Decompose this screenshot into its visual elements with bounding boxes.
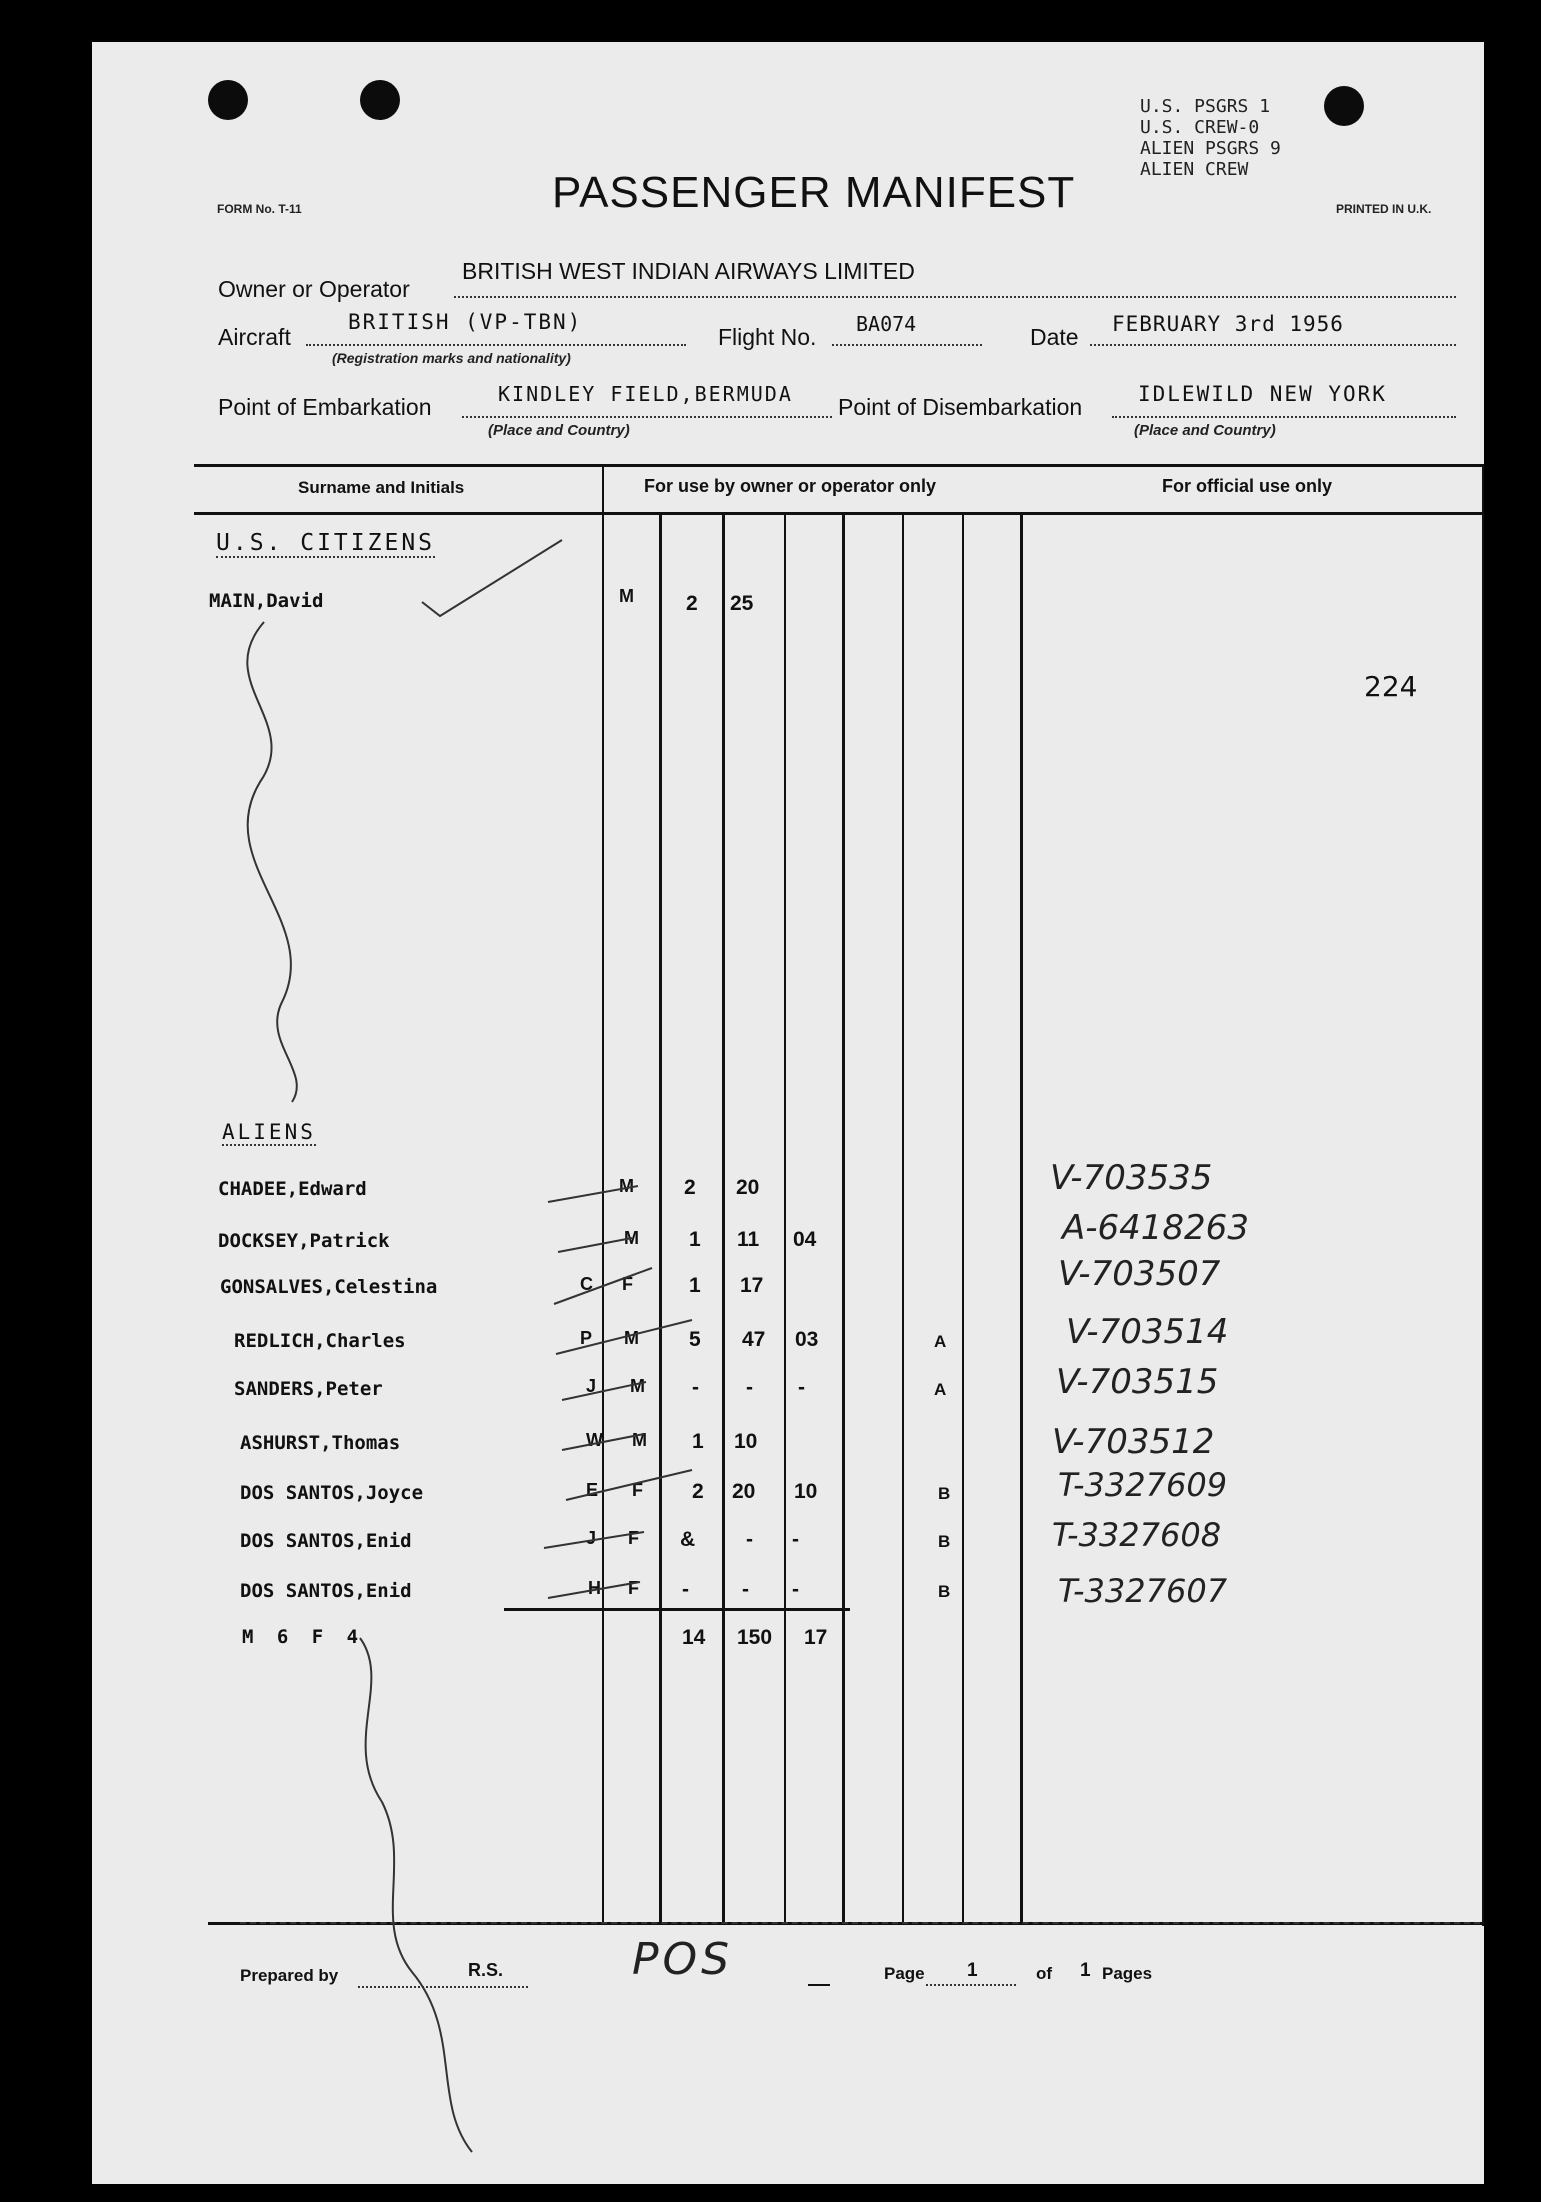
totals-cell: 150 (737, 1626, 773, 1649)
count-cell: & (680, 1528, 696, 1551)
totals-cell: 17 (804, 1626, 828, 1649)
official-entry: T-3327607 (1058, 1572, 1228, 1610)
sex-cell: F (622, 1274, 633, 1294)
count-cell: 20 (736, 1176, 760, 1199)
stamp-line: ALIEN CREW (1140, 159, 1249, 180)
passenger-name: DOS SANTOS,Enid (240, 1530, 412, 1552)
passenger-name: MAIN,David (209, 590, 324, 612)
manifest-paper (92, 42, 1484, 2184)
count-cell: 5 (689, 1328, 701, 1351)
official-entry: V-703515 (1056, 1362, 1219, 1402)
count-cell: 04 (793, 1228, 817, 1251)
count-cell: 17 (740, 1274, 764, 1297)
initial-cell: C (580, 1274, 593, 1294)
official-entry: T-3327609 (1058, 1466, 1228, 1504)
count-cell: - (682, 1578, 689, 1601)
section-aliens: ALIENS (222, 1120, 316, 1144)
passenger-name: ASHURST,Thomas (240, 1432, 401, 1454)
sex-cell: F (628, 1578, 639, 1598)
official-entry: T-3327608 (1052, 1516, 1222, 1554)
disembark-value: IDLEWILD NEW YORK (1138, 382, 1387, 406)
stamp-line: U.S. PSGRS 1 (1140, 96, 1271, 117)
status-cell: B (938, 1532, 951, 1551)
col-header-owner: For use by owner or operator only (644, 476, 937, 496)
embark-label: Point of Embarkation (218, 394, 432, 420)
count-cell: 2 (692, 1480, 704, 1503)
count-cell: 10 (734, 1430, 758, 1453)
section-us-citizens: U.S. CITIZENS (216, 530, 436, 556)
pen-marks (92, 42, 1484, 2184)
prepared-initials: R.S. (468, 1960, 504, 1980)
official-entry: V-703514 (1066, 1312, 1229, 1352)
col-header-surname: Surname and Initials (298, 478, 465, 497)
prepared-signature: POS (632, 1934, 734, 1985)
of-label: of (1036, 1964, 1053, 1983)
passenger-name: DOS SANTOS,Joyce (240, 1482, 424, 1504)
count-cell: - (692, 1376, 699, 1399)
count-cell: - (746, 1376, 753, 1399)
tick-stroke (562, 1382, 646, 1400)
pen-squiggle (247, 622, 297, 1102)
aircraft-note: (Registration marks and nationality) (332, 350, 571, 366)
count-cell: - (798, 1376, 805, 1399)
sex-cell: F (628, 1528, 639, 1548)
official-entry: V-703535 (1050, 1158, 1213, 1198)
prepared-label: Prepared by (240, 1966, 339, 1985)
page-number: 1 (967, 1960, 978, 1981)
flight-label: Flight No. (718, 324, 817, 350)
totals-cell: 14 (682, 1626, 706, 1649)
passenger-name: REDLICH,Charles (234, 1330, 406, 1352)
stamp-line: U.S. CREW-0 (1140, 117, 1260, 138)
count-cell: 1 (689, 1228, 701, 1251)
total-pages: 1 (1080, 1960, 1091, 1981)
sex-cell: M (630, 1376, 645, 1396)
owner-value: BRITISH WEST INDIAN AIRWAYS LIMITED (462, 258, 915, 284)
official-entry: V-703507 (1058, 1254, 1221, 1294)
status-cell: B (938, 1484, 951, 1503)
form-number: FORM No. T-11 (217, 202, 302, 216)
owner-label: Owner or Operator (218, 276, 410, 302)
count-cell: 20 (732, 1480, 756, 1503)
passenger-name: CHADEE,Edward (218, 1178, 367, 1200)
count-cell: - (742, 1578, 749, 1601)
count-cell: 10 (794, 1480, 818, 1503)
date-value: FEBRUARY 3rd 1956 (1112, 312, 1344, 336)
check-mark (422, 540, 562, 616)
sex-cell: F (632, 1480, 643, 1500)
count-cell: - (746, 1528, 753, 1551)
tick-stroke (562, 1434, 644, 1450)
sex-cell: M (632, 1430, 647, 1450)
passenger-name: GONSALVES,Celestina (220, 1276, 438, 1298)
count-cell: 2 (686, 592, 698, 615)
count-cell: 1 (692, 1430, 704, 1453)
official-entry: V-703512 (1052, 1422, 1215, 1462)
initial-cell: P (580, 1328, 593, 1348)
sex-cell: M (624, 1328, 639, 1348)
initial-cell: J (586, 1376, 597, 1396)
disembark-note: (Place and Country) (1134, 422, 1276, 439)
tick-stroke (548, 1186, 638, 1202)
count-cell: 03 (795, 1328, 819, 1351)
page-title: PASSENGER MANIFEST (552, 168, 1076, 217)
date-label: Date (1030, 324, 1079, 350)
sex-cell: M (619, 1176, 634, 1196)
pages-label: Pages (1102, 1964, 1153, 1983)
tick-stroke (548, 1582, 640, 1598)
aircraft-label: Aircraft (218, 324, 291, 350)
page-label: Page (884, 1964, 925, 1983)
initial-cell: H (588, 1578, 601, 1598)
status-cell: B (938, 1582, 951, 1601)
count-cell: 25 (730, 592, 754, 615)
pen-squiggle (360, 1638, 472, 2152)
count-cell: 1 (689, 1274, 701, 1297)
passenger-name: DOCKSEY,Patrick (218, 1230, 390, 1252)
initial-cell: E (586, 1480, 599, 1500)
count-cell: - (792, 1528, 799, 1551)
printed-in: PRINTED IN U.K. (1336, 202, 1432, 216)
passenger-name: DOS SANTOS,Enid (240, 1580, 412, 1602)
tick-stroke (558, 1238, 632, 1252)
passenger-name: SANDERS,Peter (234, 1378, 383, 1400)
tick-stroke (544, 1532, 644, 1548)
count-cell: 2 (684, 1176, 696, 1199)
initial-cell: W (586, 1430, 603, 1450)
embark-value: KINDLEY FIELD,BERMUDA (498, 382, 793, 406)
status-cell: A (934, 1332, 947, 1351)
disembark-label: Point of Disembarkation (838, 394, 1083, 420)
flight-value: BA074 (856, 312, 917, 336)
tick-stroke (556, 1320, 692, 1354)
tick-stroke (554, 1268, 652, 1304)
count-cell: 11 (737, 1228, 760, 1251)
tick-stroke (566, 1470, 692, 1500)
aircraft-value: BRITISH (VP-TBN) (348, 310, 583, 334)
totals-label: M 6 F 4 (242, 1626, 365, 1648)
count-cell: 47 (742, 1328, 766, 1351)
count-cell: - (792, 1578, 799, 1601)
status-cell: A (934, 1380, 947, 1399)
sex-cell: M (624, 1228, 639, 1248)
official-entry: A-6418263 (1062, 1208, 1249, 1248)
sex-cell: M (619, 586, 634, 606)
embark-note: (Place and Country) (488, 422, 630, 439)
col-header-official: For official use only (1162, 476, 1333, 496)
official-number: 224 (1364, 670, 1418, 703)
initial-cell: J (586, 1528, 597, 1548)
stamp-line: ALIEN PSGRS 9 (1140, 138, 1281, 159)
